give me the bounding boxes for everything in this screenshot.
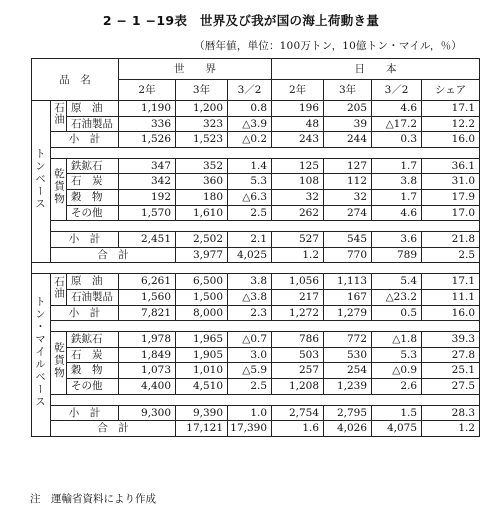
value-cell: 6,500 [176, 274, 228, 290]
spacer-row [32, 321, 480, 332]
item-name: 石油製品 [67, 289, 119, 305]
item-name: 石 炭 [67, 174, 119, 190]
value-cell: 4,075 [372, 421, 422, 437]
value-cell: △0.2 [228, 132, 272, 148]
value-cell: △17.2 [372, 116, 422, 132]
value-cell: 1.5 [372, 405, 422, 421]
value-cell: 17.1 [422, 101, 480, 117]
value-cell: 1,905 [176, 347, 228, 363]
value-cell: 2,502 [176, 232, 228, 248]
item-name: 穀 物 [67, 363, 119, 379]
table-row [32, 205, 480, 221]
value-cell: 4.6 [372, 101, 422, 117]
item-name: その他 [67, 378, 119, 394]
value-cell: 2.5 [422, 247, 480, 263]
value-cell: 786 [272, 332, 324, 348]
value-cell: 1.0 [228, 405, 272, 421]
value-cell: 1,208 [272, 378, 324, 394]
value-cell: 27.5 [422, 378, 480, 394]
value-cell: 11.1 [422, 289, 480, 305]
ton-mile-base-group [32, 274, 51, 436]
japan-header: 日 本 [272, 59, 480, 80]
value-cell: 1.7 [372, 158, 422, 174]
col-header: 3／2 [228, 80, 272, 101]
item-name: 鉄鉱石 [67, 332, 119, 348]
value-cell: 2.5 [228, 378, 272, 394]
table-row [32, 174, 480, 190]
value-cell: 2.1 [228, 232, 272, 248]
value-cell: 3,977 [176, 247, 228, 263]
value-cell: 2,451 [119, 232, 176, 248]
value-cell: 27.8 [422, 347, 480, 363]
value-cell: △6.3 [228, 189, 272, 205]
table-row [32, 158, 480, 174]
oil-group-label: 石油 [53, 275, 65, 299]
value-cell: 4.6 [372, 205, 422, 221]
value-cell: 3.6 [372, 232, 422, 248]
col-header: 3年 [324, 80, 372, 101]
value-cell: 503 [272, 347, 324, 363]
value-cell: 9,390 [176, 405, 228, 421]
col-header: シェア [422, 80, 480, 101]
value-cell: 3.8 [228, 274, 272, 290]
value-cell: 1,190 [119, 101, 176, 117]
source-note: 注 運輸省資料により作成 [30, 493, 156, 505]
value-cell: 1.2 [422, 421, 480, 437]
col-header: 2年 [272, 80, 324, 101]
value-cell: 112 [324, 174, 372, 190]
spacer-row [32, 263, 480, 274]
dry-cargo-group [51, 158, 67, 220]
item-name: 穀 物 [67, 189, 119, 205]
oil-group [51, 101, 67, 132]
value-cell: △3.8 [228, 289, 272, 305]
item-name: 小 計 [51, 405, 119, 421]
table-row [32, 116, 480, 132]
value-cell: 8,000 [176, 305, 228, 321]
dry-cargo-group-label: 乾貨物 [53, 341, 65, 380]
item-name: 小 計 [51, 305, 119, 321]
value-cell: 5.3 [372, 347, 422, 363]
item-name: 鉄鉱石 [67, 158, 119, 174]
value-cell: 274 [324, 205, 372, 221]
value-cell: 0.5 [372, 305, 422, 321]
total-row [32, 247, 480, 263]
value-cell: 5.3 [228, 174, 272, 190]
value-cell: 342 [119, 174, 176, 190]
value-cell: 1.2 [272, 247, 324, 263]
value-cell: △1.8 [372, 332, 422, 348]
value-cell: 262 [272, 205, 324, 221]
value-cell: 2,754 [272, 405, 324, 421]
value-cell: 3.0 [228, 347, 272, 363]
table-title: 2 − 1 −19表 世界及び我が国の海上荷動き量 [102, 13, 380, 28]
value-cell: 1,239 [324, 378, 372, 394]
item-name: 小 計 [51, 232, 119, 248]
value-cell: 217 [272, 289, 324, 305]
subtotal-row [32, 132, 480, 148]
value-cell: △23.2 [372, 289, 422, 305]
value-cell: 205 [324, 101, 372, 117]
value-cell: 1,010 [176, 363, 228, 379]
value-cell: 17.9 [422, 189, 480, 205]
value-cell: 1,965 [176, 332, 228, 348]
value-cell: 360 [176, 174, 228, 190]
units-note: （暦年値，単位：100万トン，10億トン・マイル，％） [194, 40, 462, 52]
value-cell: 32 [272, 189, 324, 205]
value-cell: 2,795 [324, 405, 372, 421]
value-cell: 39.3 [422, 332, 480, 348]
value-cell: 2.5 [228, 205, 272, 221]
value-cell: 1,570 [119, 205, 176, 221]
value-cell: 2.6 [372, 378, 422, 394]
value-cell: 0.3 [372, 132, 422, 148]
value-cell: 254 [324, 363, 372, 379]
item-name: 原 油 [67, 274, 119, 290]
value-cell: 1,279 [324, 305, 372, 321]
value-cell: 17,390 [228, 421, 272, 437]
value-cell: 1,526 [119, 132, 176, 148]
value-cell: 1,272 [272, 305, 324, 321]
ton-base-group-label: トンベース [34, 148, 46, 211]
value-cell: 1,523 [176, 132, 228, 148]
value-cell: 1,610 [176, 205, 228, 221]
dry-cargo-group-label: 乾貨物 [53, 168, 65, 206]
item-name: 合 計 [51, 247, 176, 263]
value-cell: 28.3 [422, 405, 480, 421]
value-cell: 1,073 [119, 363, 176, 379]
value-cell: 772 [324, 332, 372, 348]
value-cell: 32 [324, 189, 372, 205]
value-cell: 1,500 [176, 289, 228, 305]
value-cell: 196 [272, 101, 324, 117]
table-row [32, 347, 480, 363]
value-cell: 789 [372, 247, 422, 263]
value-cell: 2.3 [228, 305, 272, 321]
table-row [32, 189, 480, 205]
value-cell: 1.7 [372, 189, 422, 205]
world-header: 世 界 [119, 59, 272, 80]
value-cell: 1.6 [272, 421, 324, 437]
value-cell: 5.4 [372, 274, 422, 290]
table-row [32, 363, 480, 379]
ton-mile-base-group-label: トン・マイルベース [34, 296, 46, 409]
value-cell: 1,113 [324, 274, 372, 290]
value-cell: 545 [324, 232, 372, 248]
col-header: 2年 [119, 80, 176, 101]
value-cell: 17.1 [422, 274, 480, 290]
spacer-row [32, 221, 480, 232]
value-cell: 1.4 [228, 158, 272, 174]
value-cell: 323 [176, 116, 228, 132]
value-cell: 16.0 [422, 132, 480, 148]
value-cell: 167 [324, 289, 372, 305]
value-cell: 244 [324, 132, 372, 148]
value-cell: 127 [324, 158, 372, 174]
total-row [32, 421, 480, 437]
value-cell: 336 [119, 116, 176, 132]
value-cell: 243 [272, 132, 324, 148]
value-cell: 21.8 [422, 232, 480, 248]
value-cell: 4,400 [119, 378, 176, 394]
value-cell: 39 [324, 116, 372, 132]
value-cell: 527 [272, 232, 324, 248]
col-header: 3年 [176, 80, 228, 101]
value-cell: 17,121 [176, 421, 228, 437]
value-cell: △0.9 [372, 363, 422, 379]
value-cell: 108 [272, 174, 324, 190]
item-header: 品 名 [32, 59, 119, 101]
table-row [32, 378, 480, 394]
value-cell: △5.9 [228, 363, 272, 379]
value-cell: 3.8 [372, 174, 422, 190]
value-cell: 1,978 [119, 332, 176, 348]
value-cell: 12.2 [422, 116, 480, 132]
dry-cargo-group [51, 332, 67, 394]
value-cell: 530 [324, 347, 372, 363]
value-cell: 192 [119, 189, 176, 205]
item-name: 合 計 [51, 421, 176, 437]
subtotal-row [32, 305, 480, 321]
spacer-row [32, 394, 480, 405]
value-cell: 1,560 [119, 289, 176, 305]
value-cell: 6,261 [119, 274, 176, 290]
header-row-1 [32, 59, 480, 80]
value-cell: 36.1 [422, 158, 480, 174]
table-row [32, 101, 480, 117]
value-cell: 1,056 [272, 274, 324, 290]
value-cell: 1,849 [119, 347, 176, 363]
oil-group-label: 石油 [53, 102, 65, 126]
value-cell: 4,026 [324, 421, 372, 437]
value-cell: 0.8 [228, 101, 272, 117]
value-cell: 257 [272, 363, 324, 379]
item-name: その他 [67, 205, 119, 221]
item-name: 石 炭 [67, 347, 119, 363]
col-header: 3／2 [372, 80, 422, 101]
value-cell: 4,510 [176, 378, 228, 394]
value-cell: 352 [176, 158, 228, 174]
value-cell: 16.0 [422, 305, 480, 321]
subtotal-row [32, 232, 480, 248]
table-row [32, 274, 480, 290]
value-cell: 31.0 [422, 174, 480, 190]
value-cell: 770 [324, 247, 372, 263]
table-row [32, 289, 480, 305]
value-cell: 347 [119, 158, 176, 174]
value-cell: △0.7 [228, 332, 272, 348]
value-cell: 7,821 [119, 305, 176, 321]
item-name: 石油製品 [67, 116, 119, 132]
spacer-row [32, 147, 480, 158]
value-cell: △3.9 [228, 116, 272, 132]
item-name: 小 計 [51, 132, 119, 148]
value-cell: 1,200 [176, 101, 228, 117]
value-cell: 180 [176, 189, 228, 205]
value-cell: 25.1 [422, 363, 480, 379]
value-cell: 48 [272, 116, 324, 132]
value-cell: 125 [272, 158, 324, 174]
value-cell: 9,300 [119, 405, 176, 421]
value-cell: 4,025 [228, 247, 272, 263]
value-cell: 17.0 [422, 205, 480, 221]
oil-group [51, 274, 67, 305]
subtotal-row [32, 405, 480, 421]
item-name: 原 油 [67, 101, 119, 117]
cargo-table [31, 58, 480, 437]
ton-base-group [32, 101, 51, 263]
table-row [32, 332, 480, 348]
